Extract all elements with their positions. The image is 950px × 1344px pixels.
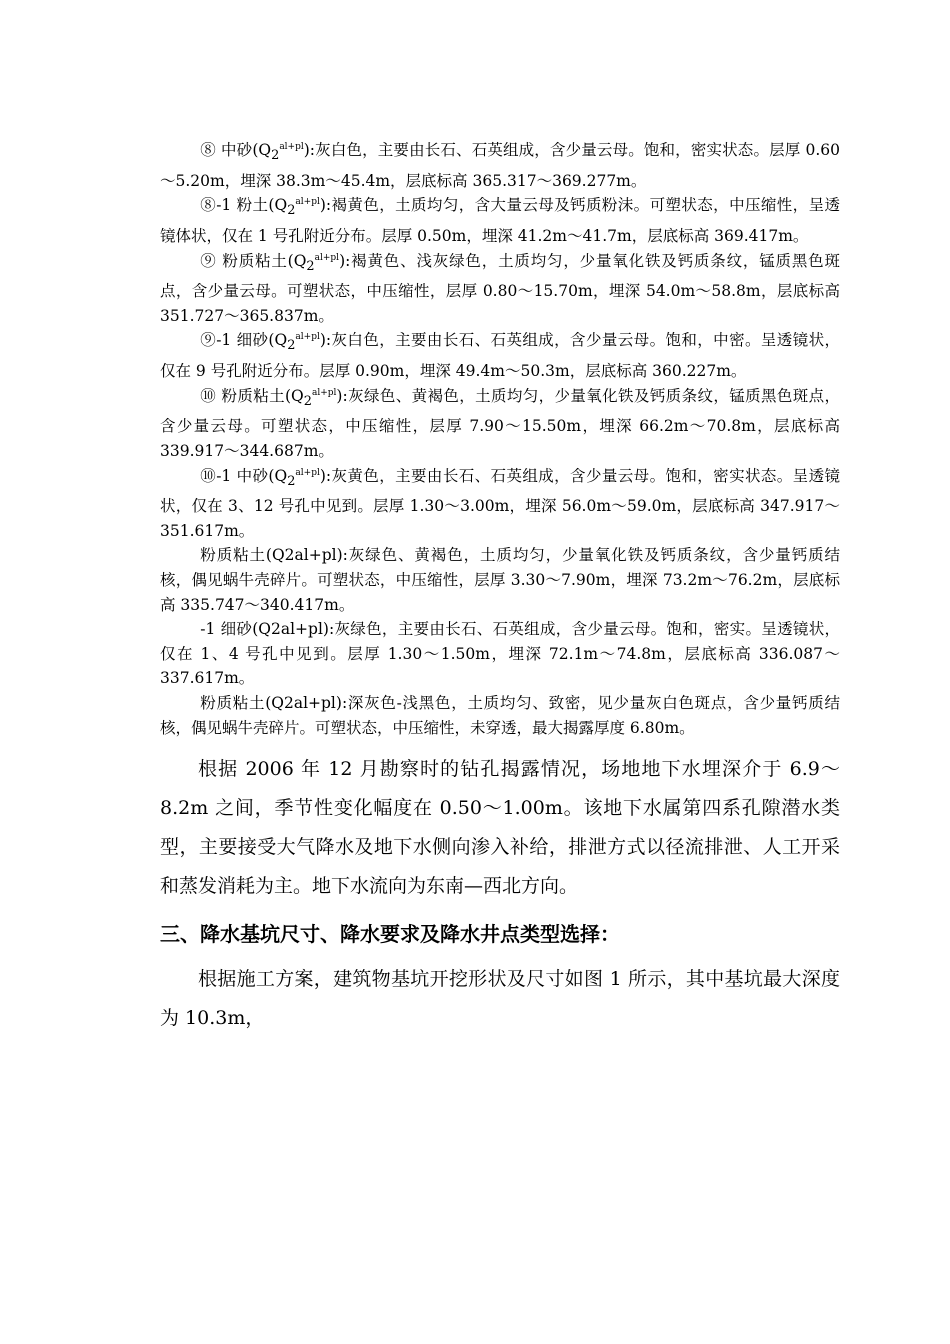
groundwater-section (160, 750, 840, 906)
strata-list (160, 138, 840, 740)
stratum-9-1: ⑨-1 细砂$(Q_2^{al+pl})$:灰白色，主要由长石、石英组成，含少量云母。饱和，中密。呈透镜状，仅在 9 号孔附近分布。层厚 0.90m，埋深 49.4m～50.3m，层底标高 360.227m。 (160, 331, 840, 381)
document-page (160, 138, 840, 1038)
stratum-12: 粉质粘土(Q2al+pl):深灰色-浅黑色，土质均匀、致密，见少量灰白色斑点，含少量钙质结核，偶见蜗牛壳碎片。可塑状态，中压缩性，未穿透，最大揭露厚度 6.80m。 (160, 694, 840, 737)
stratum-9: ⑨ 粉质粘土$(Q_2^{al+pl})$:褐黄色、浅灰绿色，土质均匀，少量氧化铁及钙质条纹，锰质黑色斑点，含少量云母。可塑状态，中压缩性，层厚 0.80～15.70m，埋深 54.0m～58.8m，层底标高 351.727～365.837m。 (160, 251, 840, 325)
section-body-paragraph: 根据施工方案，建筑物基坑开挖形状及尺寸如图 1 所示，其中基坑最大深度为 10.3m， (160, 968, 840, 1030)
section-body (160, 960, 840, 1038)
stratum-10: ⑩ 粉质粘土$(Q_2^{al+pl})$:灰绿色、黄褐色，土质均匀，少量氧化铁及钙质条纹，锰质黑色斑点，含少量云母。可塑状态，中压缩性，层厚 7.90～15.50m，埋深 66.2m～70.8m，层底标高 339.917～344.687m。 (160, 386, 840, 460)
stratum-8-1: ⑧-1 粉土$(Q_2^{al+pl})$:褐黄色，土质均匀，含大量云母及钙质粉沫。可塑状态，中压缩性，呈透镜体状，仅在 1 号孔附近分布。层厚 0.50m，埋深 41.2m～41.7m，层底标高 369.417m。 (160, 196, 840, 245)
stratum-10-1: ⑩-1 中砂$(Q_2^{al+pl})$:灰黄色，主要由长石、石英组成，含少量云母。饱和，密实状态。呈透镜状，仅在 3、12 号孔中见到。层厚 1.30～3.00m，埋深 56.0m～59.0m，层底标高 347.917～351.617m。 (160, 466, 840, 540)
groundwater-paragraph: 根据 2006 年 12 月勘察时的钻孔揭露情况，场地地下水埋深介于 6.9～8.2m 之间，季节性变化幅度在 0.50～1.00m。该地下水属第四系孔隙潜水类型，主要接受大气降水及地下水侧向渗入补给，排泄方式以径流排泄、人工开采和蒸发消耗为主。地下水流向为东南—西北方向。 (160, 758, 840, 898)
stratum-11: 粉质粘土(Q2al+pl):灰绿色、黄褐色，土质均匀，少量氧化铁及钙质条纹，含少量钙质结核，偶见蜗牛壳碎片。可塑状态，中压缩性，层厚 3.30～7.90m，埋深 73.2m～76.2m，层底标高 335.747～340.417m。 (160, 546, 840, 614)
section-heading: 三、降水基坑尺寸、降水要求及降水井点类型选择： (160, 922, 620, 947)
stratum-8: ⑧ 中砂$(Q_2^{al+pl})$:灰白色，主要由长石、石英组成，含少量云母。饱和，密实状态。层厚 0.60～5.20m，埋深 38.3m～45.4m，层底标高 365.317～369.277m。 (160, 141, 840, 190)
stratum-11-1: -1 细砂(Q2al+pl):灰绿色，主要由长石、石英组成，含少量云母。饱和，密实。呈透镜状，仅在 1、4 号孔中见到。层厚 1.30～1.50m，埋深 72.1m～74.8m，层底标高 336.087～337.617m。 (160, 620, 840, 688)
